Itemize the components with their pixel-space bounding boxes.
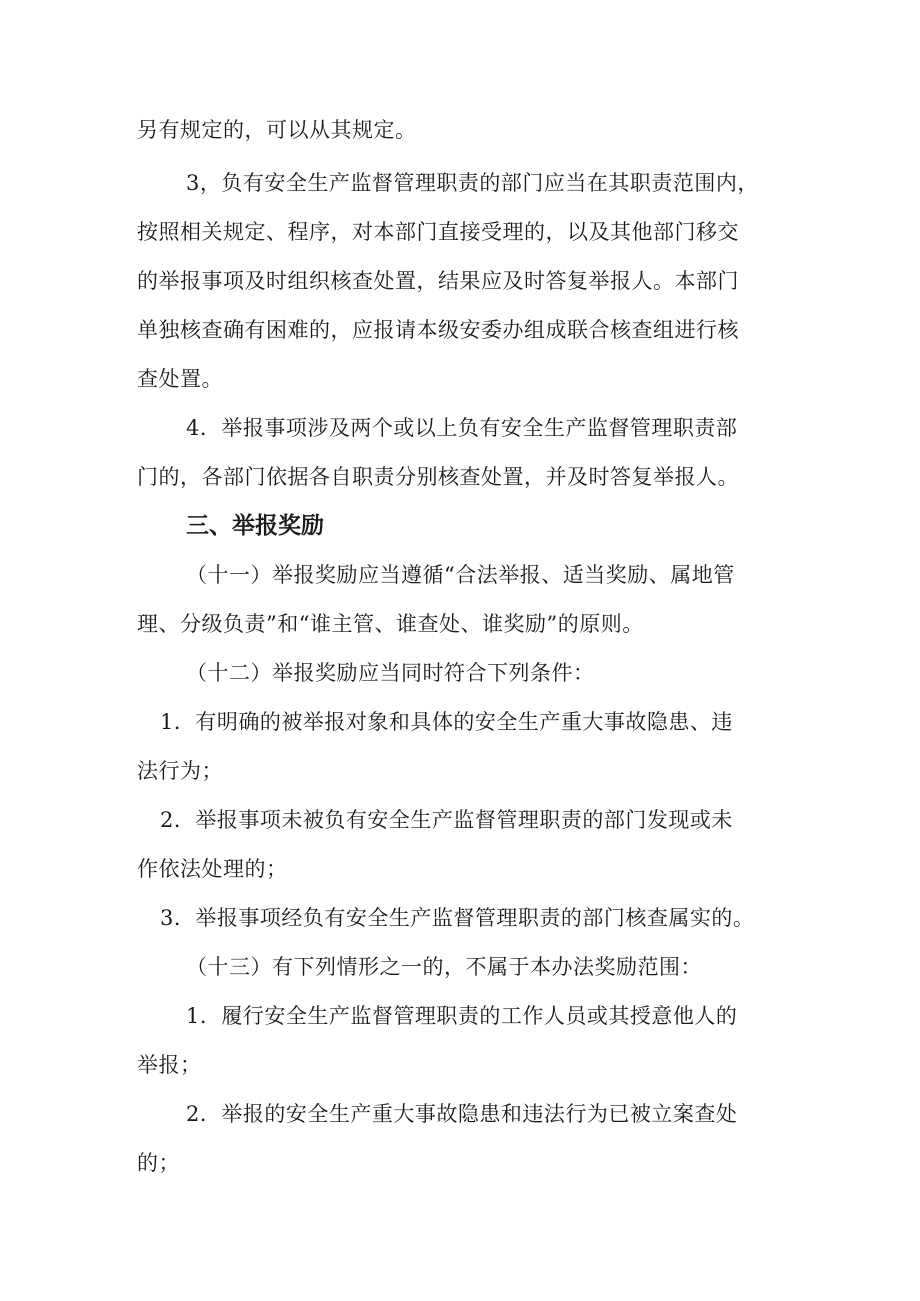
text-line: 查处置。 xyxy=(137,367,223,391)
text-line: 法行为； xyxy=(137,759,223,783)
text-line: 作依法处理的； xyxy=(137,857,288,881)
text-line: （十二）举报奖励应当同时符合下列条件： xyxy=(186,661,595,685)
text-line: 4．举报事项涉及两个或以上负有安全生产监督管理职责部 xyxy=(186,416,738,440)
text-line: 理、分级负责”和“谁主管、谁查处、谁奖励”的原则。 xyxy=(137,612,644,636)
text-line: 的举报事项及时组织核查处置，结果应及时答复举报人。本部门 xyxy=(137,269,739,293)
text-line: 3．举报事项经负有安全生产监督管理职责的部门核查属实的。 xyxy=(160,906,755,930)
text-line: 单独核查确有困难的，应报请本级安委办组成联合核查组进行核 xyxy=(137,318,739,342)
text-line: （十三）有下列情形之一的，不属于本办法奖励范围： xyxy=(186,955,702,979)
text-line: 门的，各部门依据各自职责分别核查处置，并及时答复举报人。 xyxy=(137,465,739,489)
text-line: 1．有明确的被举报对象和具体的安全生产重大事故隐患、违 xyxy=(160,710,733,734)
text-line: 另有规定的，可以从其规定。 xyxy=(137,118,417,142)
text-line: 2．举报事项未被负有安全生产监督管理职责的部门发现或未 xyxy=(160,808,733,832)
text-line: （十一）举报奖励应当遵循“合法举报、适当奖励、属地管 xyxy=(186,563,735,587)
text-line: 2．举报的安全生产重大事故隐患和违法行为已被立案查处 xyxy=(186,1102,738,1126)
text-line: 举报； xyxy=(137,1053,202,1077)
text-line: 按照相关规定、程序，对本部门直接受理的，以及其他部门移交 xyxy=(137,220,739,244)
text-line: 3，负有安全生产监督管理职责的部门应当在其职责范围内， xyxy=(186,171,759,195)
text-line: 1．履行安全生产监督管理职责的工作人员或其授意他人的 xyxy=(186,1004,738,1028)
section-heading: 三、举报奖励 xyxy=(186,513,324,539)
text-line: 的； xyxy=(137,1151,180,1175)
